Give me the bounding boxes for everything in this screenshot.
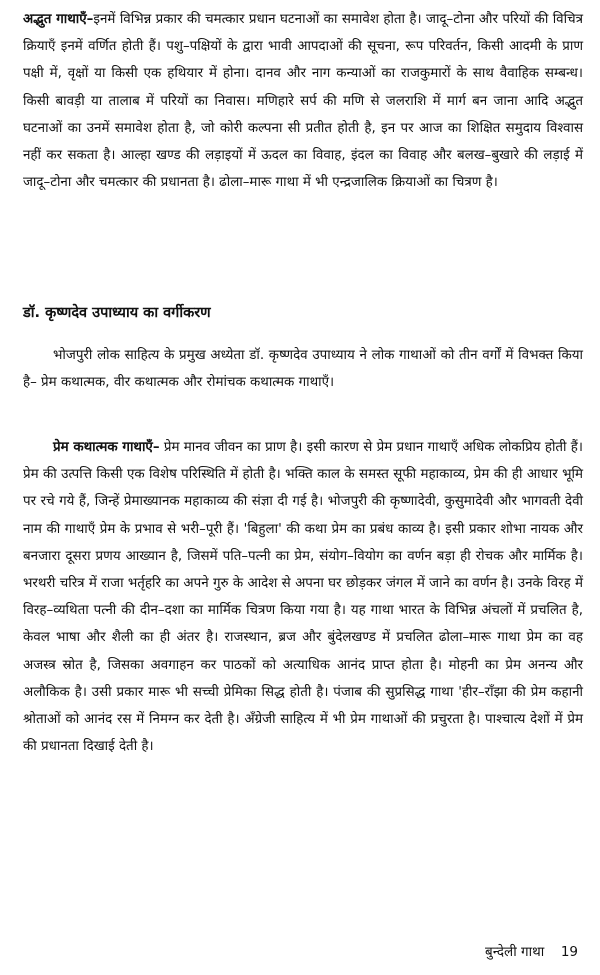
paragraph-classification-intro	[23, 342, 583, 396]
term-adbhut-gathayen: अद्भुत गाथाएँ–	[23, 12, 94, 27]
book-title: बुन्देली गाथा	[485, 944, 545, 960]
section-heading: डॉ. कृष्णदेव उपाध्याय का वर्गीकरण	[23, 305, 211, 321]
paragraph-text: इनमें विभिन्न प्रकार की चमत्कार प्रधान घटनाओं का समावेश होता है। जादू–टोना और परियों की विचित्र क्रियाएँ इनमें वर्णित होती हैं। पशु–पक्षियों के द्वारा भावी आपदाओं की सूचना, रूप परिवर्तन, किसी आदमी के प्राण पक्षी में, वृक्षों या किसी एक हथियार में होना। दानव और नाग कन्याओं का राजकुमारों के साथ वैवाहिक सम्बन्ध। किसी बावड़ी या तालाब में परियों का निवास। मणिहारे सर्प की मणि से जलराशि में मार्ग बन जाना आदि अद्भुत घटनाओं का उनमें समावेश होता है, जो कोरी कल्पना सी प्रतीत होती है, इन पर आज का शिक्षित समुदाय विश्वास नहीं कर सकता है। आल्हा खण्ड की लड़ाइयों में ऊदल का विवाह, इंदल का विवाह और बलख–बुखारे की लड़ाई में जादू–टोना और चमत्कार की प्रधानता है। ढोला–मारू गाथा में भी एन्द्रजालिक क्रियाओं का चित्रण है।	[23, 12, 583, 191]
paragraph-text: भोजपुरी लोक साहित्य के प्रमुख अध्येता डॉ. कृष्णदेव उपाध्याय ने लोक गाथाओं को तीन वर्गों में विभक्त किया है– प्रेम कथात्मक, वीर कथात्मक और रोमांचक कथात्मक गाथाएँ।	[23, 348, 583, 391]
paragraph-prem-kathatmak	[23, 434, 583, 760]
page-footer	[485, 942, 578, 962]
paragraph-text: प्रेम मानव जीवन का प्राण है। इसी कारण से प्रेम प्रधान गाथाएँ अधिक लोकप्रिय होती हैं। प्रेम की उत्पत्ति किसी एक विशेष परिस्थिति में होती है। भक्ति काल के समस्त सूफी महाकाव्य, प्रेम की ही आधार भूमि पर रचे गये हैं, जिन्हें प्रेमाख्यानक महाकाव्य की संज्ञा दी गई है। भोजपुरी की कृष्णादेवी, कुसुमादेवी और भागवती देवी नाम की गाथाएँ प्रेम के प्रभाव से भरी–पूरी हैं। 'बिहुला' की कथा प्रेम का प्रबंध काव्य है। इसी प्रकार शोभा नायक और बनजारा दूसरा प्रणय आख्यान है, जिसमें पति–पत्नी का प्रेम, संयोग–वियोग का वर्णन बड़ा ही रोचक और मार्मिक है। भरथरी चरित्र में राजा भर्तृहरि का अपने गुरु के आदेश से अपना घर छोड़कर जंगल में जाने का वर्णन है। उनके विरह में विरह–व्यथिता पत्नी की दीन–दशा का मार्मिक चित्रण किया गया है। यह गाथा भारत के विभिन्न अंचलों में प्रचलित है, केवल भाषा और शैली का ही अंतर है। राजस्थान, ब्रज और बुंदेलखण्ड में प्रचलित ढोला–मारू गाथा प्रेम का वह अजस्त्र स्रोत है, जिसका अवगाहन कर पाठकों को अत्याधिक आनंद प्राप्त होता है। मोहनी का प्रेम अनन्य और अलौकिक है। उसी प्रकार मारू भी सच्ची प्रेमिका सिद्ध होती है। पंजाब की सुप्रसिद्ध गाथा 'हीर–राँझा की प्रेम कहानी श्रोताओं को आनंद रस में निमग्न कर देती है। अँग्रेजी साहित्य में भी प्रेम गाथाओं की प्रचुरता है। पाश्चात्य देशों में प्रेम की प्रधानता दिखाई देती है।	[23, 440, 583, 755]
page-number: 19	[560, 944, 578, 960]
paragraph-adbhut-gathayen	[23, 6, 583, 196]
term-prem-kathatmak: प्रेम कथात्मक गाथाएँ–	[53, 440, 160, 455]
